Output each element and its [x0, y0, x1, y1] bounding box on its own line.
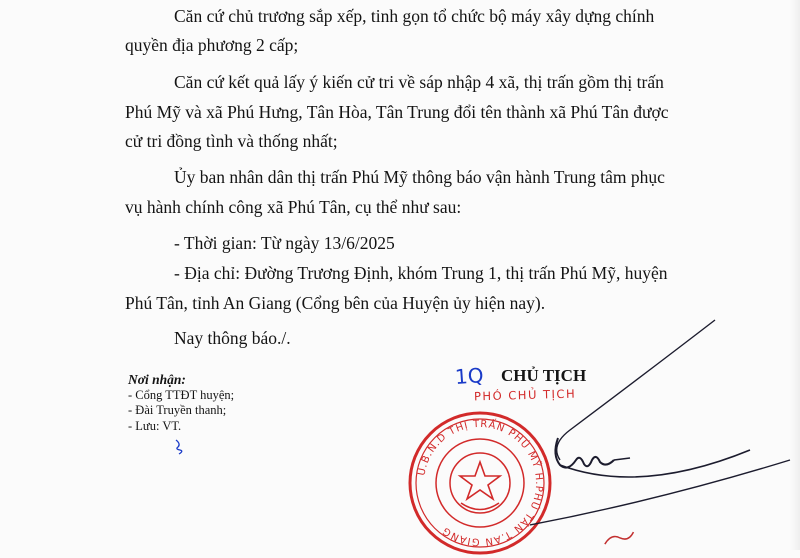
- handwritten-initial-mark: [172, 438, 192, 456]
- address-line-2: Phú Tân, tỉnh An Giang (Cổng bên của Huyện ủy hiện nay).: [125, 293, 546, 313]
- signer-title: CHỦ TỊCH: [501, 366, 587, 385]
- closing-line: Nay thông báo./.: [174, 328, 291, 348]
- stamped-deputy-title: PHÓ CHỦ TỊCH: [473, 386, 577, 404]
- handwritten-number: 1Q: [454, 363, 485, 389]
- para-1-line-1: Căn cứ chủ trương sắp xếp, tinh gọn tổ chức bộ máy xây dựng chính: [174, 6, 655, 26]
- recipients-heading: Nơi nhận:: [128, 372, 186, 387]
- emblem-icon: [450, 453, 510, 513]
- para-2-line-2: Phú Mỹ và xã Phú Hưng, Tân Hòa, Tân Trung đổi tên thành xã Phú Tân được: [125, 102, 669, 122]
- time-line: - Thời gian: Từ ngày 13/6/2025: [174, 233, 395, 253]
- para-1-line-2: quyền địa phương 2 cấp;: [125, 35, 299, 55]
- recipient-item: - Đài Truyền thanh;: [128, 403, 227, 417]
- para-2-line-1: Căn cứ kết quả lấy ý kiến cử tri về sáp nhập 4 xã, thị trấn gồm thị trấn: [174, 72, 664, 92]
- seal-ring-text: U.B.N.D THỊ TRẤN PHÚ MỸ H.PHÚ TÂN T.AN GIANG: [416, 418, 545, 548]
- recipients-block: [128, 372, 234, 434]
- recipient-item: - Cổng TTĐT huyện;: [128, 387, 235, 402]
- recipient-item: - Lưu: VT.: [128, 418, 182, 433]
- para-3-line-2: vụ hành chính công xã Phú Tân, cụ thể như sau:: [125, 197, 462, 217]
- handwritten-signature: [530, 310, 800, 550]
- address-line-1: - Địa chỉ: Đường Trương Định, khóm Trung 1, thị trấn Phú Mỹ, huyện: [174, 263, 668, 283]
- para-3-line-1: Ủy ban nhân dân thị trấn Phú Mỹ thông báo vận hành Trung tâm phục: [174, 167, 665, 187]
- para-2-line-3: cử tri đồng tình và thống nhất;: [125, 131, 338, 151]
